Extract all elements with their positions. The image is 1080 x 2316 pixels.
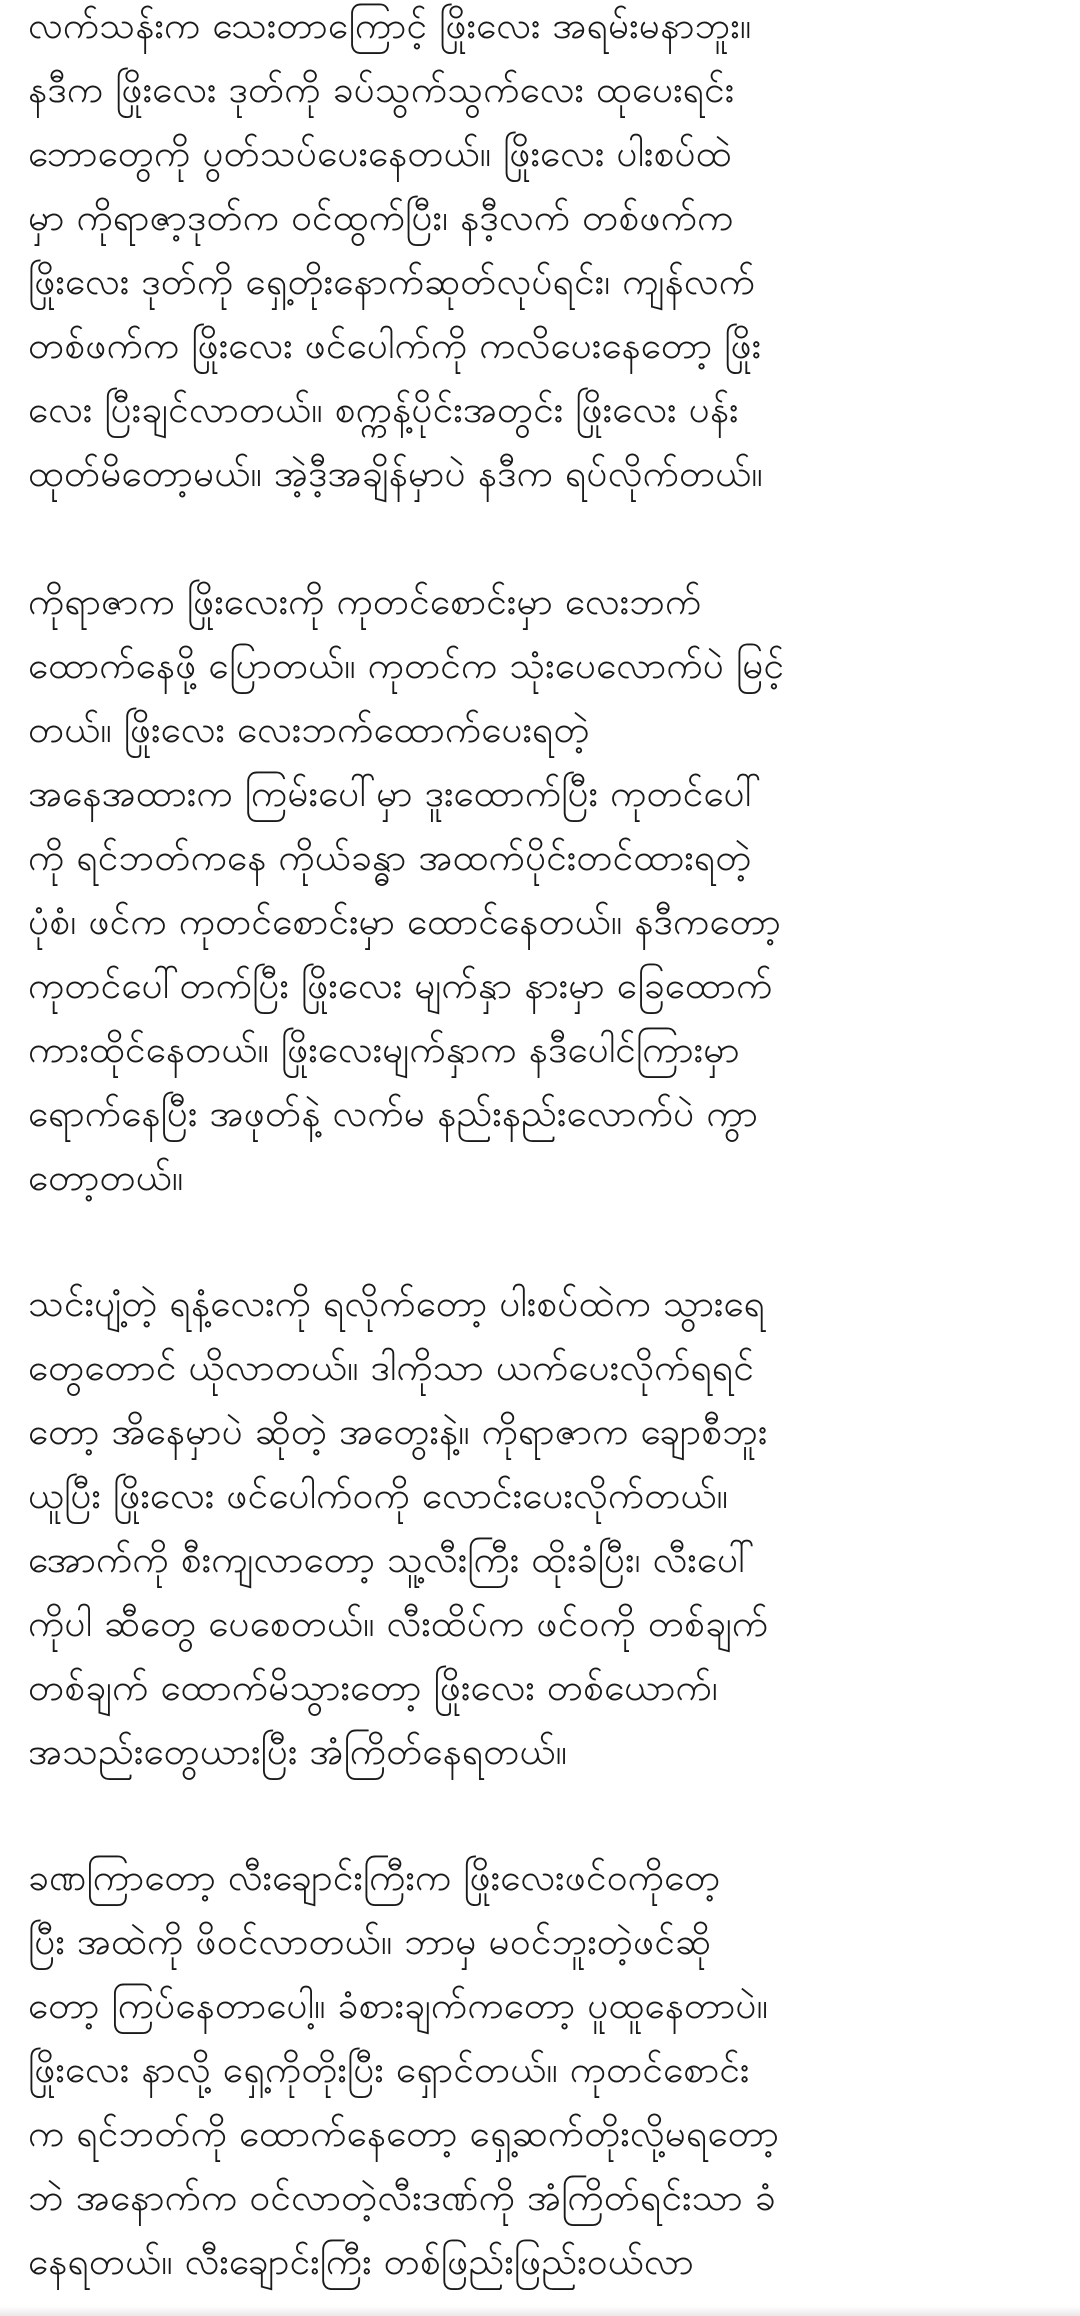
text-line: ကိုပါ ဆီတွေ ပေစေတယ်။ လီးထိပ်က ဖင်ဝကို တစ်ချက်: [28, 1602, 769, 1645]
paragraph-3: [28, 1272, 1058, 1784]
text-line: ကုတင်ပေါ်တက်ပြီး ဖြိုးလေး မျက်နှာ နားမှာ ခြေထောက်: [28, 964, 773, 1007]
text-line: ခဏကြာတော့ လီးချောင်းကြီးက ဖြိုးလေးဖင်ဝကိုတေ့: [28, 1856, 721, 1899]
text-line: ကို ရင်ဘတ်ကနေ ကိုယ်ခန္ဓာ အထက်ပိုင်းတင်ထားရတဲ့: [28, 836, 752, 879]
text-line: အောက်ကို စီးကျလာတော့ သူ့လီးကြီး ထိုးခံပြီး၊ လီးပေါ်: [28, 1538, 755, 1581]
text-line: လက်သန်းက သေးတာကြောင့် ဖြိုးလေး အရမ်းမနာဘူး။: [28, 4, 752, 47]
text-line: ကိုရာဇာက ဖြိုးလေးကို ကုတင်စောင်းမှာ လေးဘက်: [28, 580, 702, 623]
text-line: ထောက်နေဖို့ ပြောတယ်။ ကုတင်က သုံးပေလောက်ပဲ မြင့်: [28, 644, 785, 687]
paragraph-2: [28, 570, 1058, 1210]
text-line: တစ်ချက် ထောက်မိသွားတော့ ဖြိုးလေး တစ်ယောက်၊: [28, 1666, 718, 1709]
text-line: ပြီး အထဲကို ဖိဝင်လာတယ်။ ဘာမှ မဝင်ဘူးတဲ့ဖင်ဆို: [28, 1920, 712, 1963]
text-line: တော့ အိနေမှာပဲ ဆိုတဲ့ အတွေးနဲ့။ ကိုရာဇာက ချောစီဘူး: [28, 1410, 768, 1453]
text-line: ရောက်နေပြီး အဖုတ်နဲ့ လက်မ နည်းနည်းလောက်ပဲ ကွာ: [28, 1092, 759, 1135]
text-line: အနေအထားက ကြမ်းပေါ်မှာ ဒူးထောက်ပြီး ကုတင်ပေါ်: [28, 772, 762, 815]
text-line: ကားထိုင်နေတယ်။ ဖြိုးလေးမျက်နှာက နဒီပေါင်ကြားမှာ: [28, 1028, 740, 1071]
text-line: က ရင်ဘတ်ကို ထောက်နေတော့ ရှေ့ဆက်တိုးလို့မရတော့: [28, 2112, 780, 2155]
text-line: ဘဲ အနောက်က ဝင်လာတဲ့လီးဒဏ်ကို အံကြိတ်ရင်းသာ ခံ: [28, 2176, 776, 2219]
text-line: တွေတောင် ယိုလာတယ်။ ဒါကိုသာ ယက်ပေးလိုက်ရရင်: [28, 1346, 755, 1389]
text-line: နေရတယ်။ လီးချောင်းကြီး တစ်ဖြည်းဖြည်းဝယ်လာ: [28, 2240, 694, 2283]
text-line: တော့တယ်။: [28, 1156, 184, 1199]
text-line: ယူပြီး ဖြိုးလေး ဖင်ပေါက်ဝကို လောင်းပေးလိုက်တယ်။: [28, 1474, 728, 1517]
text-line: ဘောတွေကို ပွတ်သပ်ပေးနေတယ်။ ဖြိုးလေး ပါးစပ်ထဲ: [28, 132, 732, 175]
paragraph-4: [28, 1846, 1058, 2294]
text-line: ဖြိုးလေး ဒုတ်ကို ရှေ့တိုးနောက်ဆုတ်လုပ်ရင်း၊ ကျန်လက်: [28, 260, 756, 303]
text-line: နဒီက ဖြိုးလေး ဒုတ်ကို ခပ်သွက်သွက်လေး ထုပေးရင်း: [28, 68, 735, 111]
text-line: မှာ ကိုရာဇာ့ဒုတ်က ဝင်ထွက်ပြီး၊ နဒီ့လက် တစ်ဖက်က: [28, 196, 734, 239]
text-line: သင်းပျံ့တဲ့ ရနံ့လေးကို ရလိုက်တော့ ပါးစပ်ထဲက သွားရေ: [28, 1282, 766, 1325]
bottom-scroll-edge: [0, 2306, 1080, 2316]
text-line: တယ်။ ဖြိုးလေး လေးဘက်ထောက်ပေးရတဲ့: [28, 708, 590, 751]
text-line: အသည်းတွေယားပြီး အံကြိတ်နေရတယ်။: [28, 1730, 568, 1773]
text-line: ဖြိုးလေး နာလို့ ရှေ့ကိုတိုးပြီး ရှောင်တယ်။ ကုတင်စောင်း: [28, 2048, 750, 2091]
text-line: ထုတ်မိတော့မယ်။ အဲ့ဒီ့အချိန်မှာပဲ နဒီက ရပ်လိုက်တယ်။: [28, 452, 763, 495]
text-line: တော့ ကြပ်နေတာပေါ့။ ခံစားချက်ကတော့ ပူထူနေတာပဲ။: [28, 1984, 769, 2027]
text-line: ပုံစံ၊ ဖင်က ကုတင်စောင်းမှာ ထောင်နေတယ်။ နဒီကတော့: [28, 900, 781, 943]
text-line: လေး ပြီးချင်လာတယ်။ စက္ကန့်ပိုင်းအတွင်း ဖြိုးလေး ပန်း: [28, 388, 739, 431]
text-line: တစ်ဖက်က ဖြိုးလေး ဖင်ပေါက်ကို ကလိပေးနေတော့ ဖြိုး: [28, 324, 762, 367]
paragraph-1: [28, 0, 1058, 506]
